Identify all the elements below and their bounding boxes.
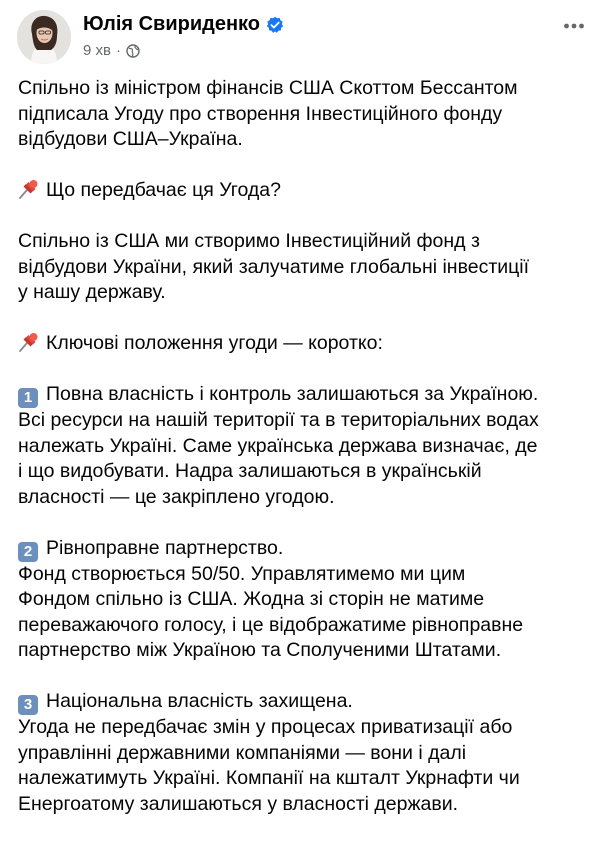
text-line xyxy=(18,715,588,741)
line-text: Повна власність і контроль залишаються за Україною. xyxy=(46,383,539,405)
line-text: Рівноправне партнерство. xyxy=(46,536,284,559)
post-paragraph xyxy=(18,178,588,204)
author-name-text[interactable]: Юлія Свириденко xyxy=(83,13,261,35)
line-text: Ключові положення угоди — коротко: xyxy=(46,332,383,354)
line-text: управлінні державними компаніями — вони і далі xyxy=(18,741,467,764)
line-text: Всі ресурси на нашій території та в територіальних водах xyxy=(18,409,539,431)
post-time[interactable]: 9 хв xyxy=(83,42,111,59)
line-text: Що передбачає ця Угода? xyxy=(46,179,281,201)
keycap-2-icon: 2 xyxy=(18,542,38,562)
line-text: і що видобувати. Надра залишаються в українській xyxy=(18,460,482,482)
keycap-3-icon: 3 xyxy=(18,695,38,715)
post-paragraph xyxy=(18,689,588,817)
line-text: Спільно із міністром фінансів США Скоттом Бессантом xyxy=(18,77,518,99)
keycap-1-icon: 1 xyxy=(18,388,38,408)
pushpin-icon xyxy=(18,179,40,199)
author-name[interactable] xyxy=(83,13,284,36)
text-line xyxy=(18,255,588,281)
text-line xyxy=(18,178,588,204)
text-line xyxy=(18,536,588,562)
line-text: відбудови США–Україна. xyxy=(18,128,243,150)
pushpin-icon xyxy=(18,332,40,352)
text-line xyxy=(18,613,588,639)
text-line xyxy=(18,562,588,588)
text-line xyxy=(18,127,588,153)
text-line xyxy=(18,638,588,664)
text-line xyxy=(18,587,588,613)
text-line xyxy=(18,229,588,255)
line-text: належать Україні. Саме українська держава визначає, де xyxy=(18,434,538,457)
text-line xyxy=(18,331,588,357)
post-paragraph xyxy=(18,229,588,306)
line-text: партнерство між Україною та Сполученими Штатами. xyxy=(18,639,502,661)
text-line xyxy=(18,741,588,767)
text-line xyxy=(18,792,588,818)
line-text: належатимуть Україні. Компанії на кшталт Укрнафти чи xyxy=(18,767,520,789)
line-text: відбудови України, який залучатиме глобальні інвестиції xyxy=(18,255,530,278)
text-line xyxy=(18,76,588,102)
more-options-icon[interactable] xyxy=(562,14,586,38)
line-text: Фонд створюється 50/50. Управлятимемо ми цим xyxy=(18,562,466,585)
verified-badge-icon xyxy=(266,16,284,34)
text-line xyxy=(18,766,588,792)
line-text: Угода не передбачає змін у процесах приватизації або xyxy=(18,716,513,738)
line-text: Національна власність захищена. xyxy=(46,690,353,712)
line-text: Енергоатому залишаються у власності держави. xyxy=(18,792,459,815)
text-line xyxy=(18,408,588,434)
text-line xyxy=(18,382,588,408)
line-text: Фондом спільно із США. Жодна зі сторін не матиме xyxy=(18,588,485,610)
line-text: переважаючого голосу, і це відображатиме рівноправне xyxy=(18,613,524,636)
post-text xyxy=(18,76,588,843)
text-line xyxy=(18,689,588,715)
post-paragraph xyxy=(18,382,588,510)
post-meta xyxy=(83,42,140,59)
line-text: у нашу державу. xyxy=(18,281,166,303)
post-paragraph xyxy=(18,331,588,357)
globe-icon xyxy=(126,44,140,58)
meta-separator: · xyxy=(115,42,121,59)
text-line xyxy=(18,280,588,306)
post-header xyxy=(0,0,600,72)
line-text: Спільно із США ми створимо Інвестиційний фонд з xyxy=(18,230,480,252)
avatar[interactable] xyxy=(17,10,71,64)
post-paragraph xyxy=(18,536,588,664)
text-line xyxy=(18,485,588,511)
line-text: власності — це закріплено угодою. xyxy=(18,485,335,508)
text-line xyxy=(18,459,588,485)
line-text: підписала Угоду про створення Інвестиційного фонду xyxy=(18,102,503,125)
text-line xyxy=(18,434,588,460)
post-paragraph xyxy=(18,76,588,153)
text-line xyxy=(18,102,588,128)
